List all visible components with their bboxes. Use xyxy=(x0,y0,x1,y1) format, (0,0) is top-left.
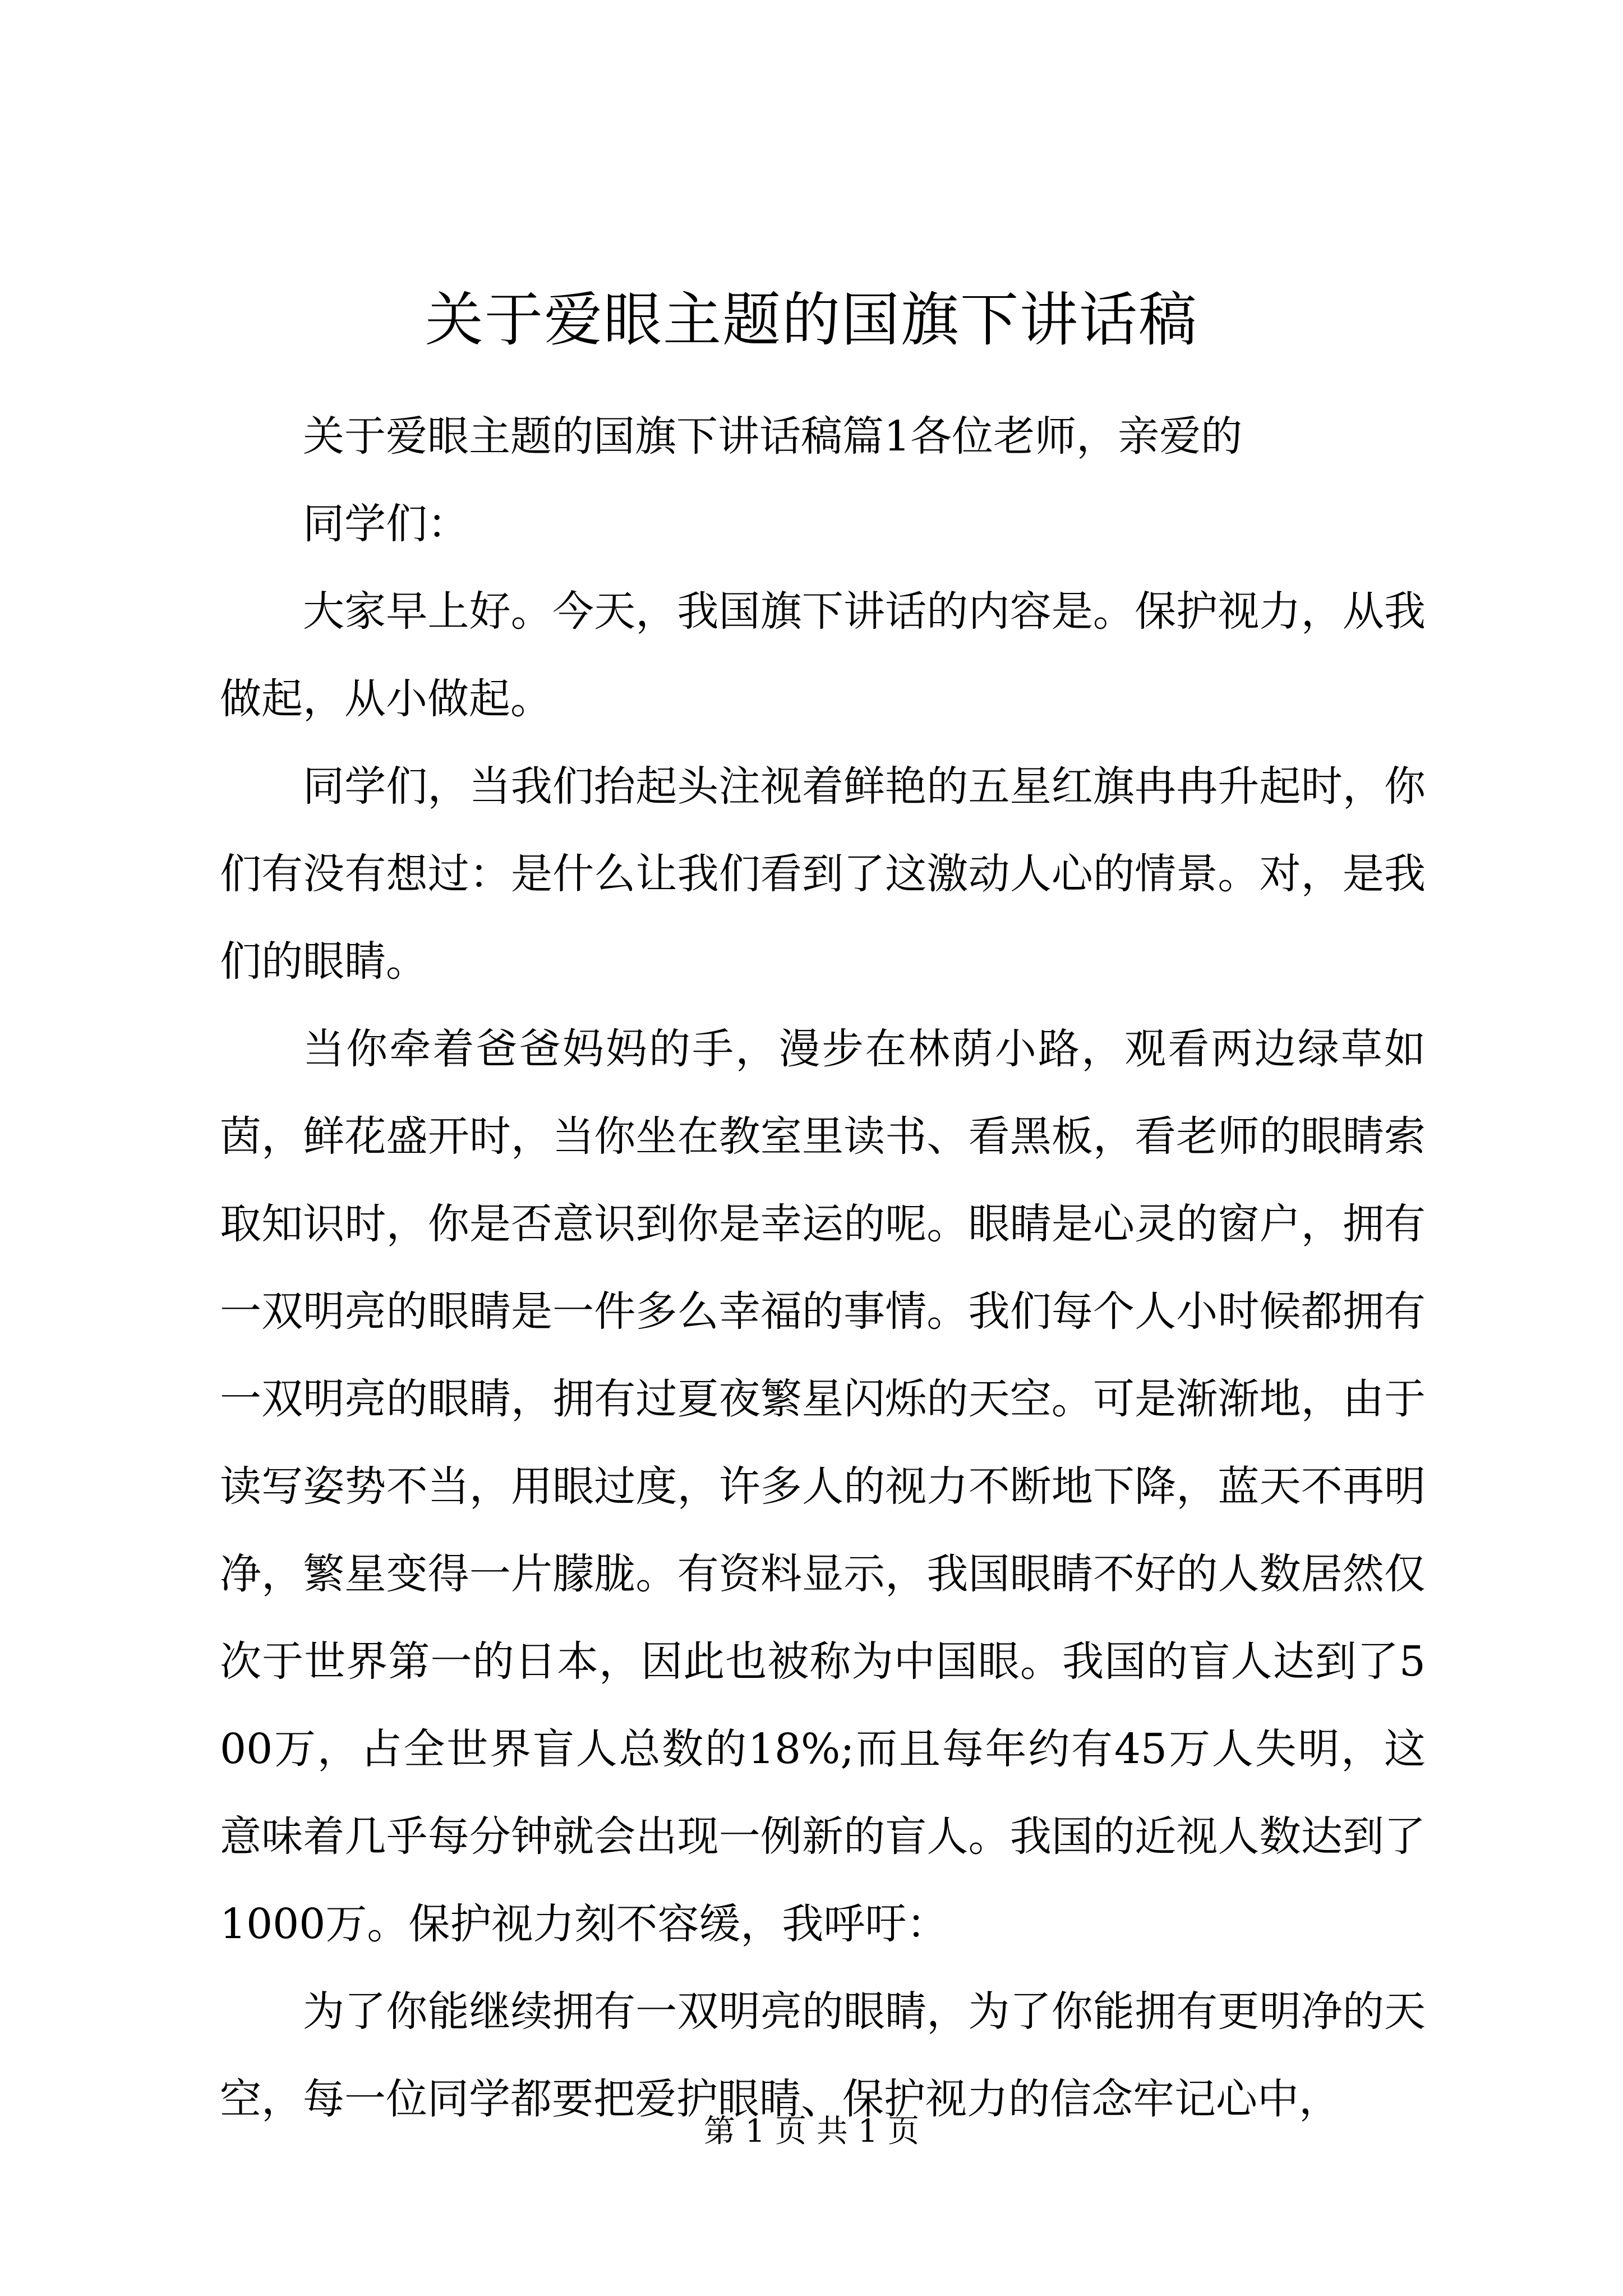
paragraph-1: 关于爱眼主题的国旗下讲话稿篇1各位老师，亲爱的 xyxy=(303,412,1243,461)
page-footer: 第 1 页 共 1 页 xyxy=(703,2113,920,2150)
paragraph-4: 同学们，当我们抬起头注视着鲜艳的五星红旗冉冉升起时，你们有没有想过：是什么让我们看到了这激动人心的情景。对，是我们的眼睛。 xyxy=(220,762,1426,986)
document-body xyxy=(220,393,1426,2143)
paragraph-2: 同学们： xyxy=(303,500,469,548)
paragraph-6: 为了你能继续拥有一双明亮的眼睛，为了你能拥有更明净的天空，每一位同学都要把爱护眼睛、保护视力的信念牢记心中， xyxy=(220,1987,1426,2123)
paragraph-3: 大家早上好。今天，我国旗下讲话的内容是。保护视力，从我做起，从小做起。 xyxy=(220,587,1426,723)
document-title: 关于爱眼主题的国旗下讲话稿 xyxy=(425,286,1198,354)
paragraph-5: 当你牵着爸爸妈妈的手，漫步在林荫小路，观看两边绿草如茵，鲜花盛开时，当你坐在教室里读书、看黑板，看老师的眼睛索取知识时，你是否意识到你是幸运的呢。眼睛是心灵的窗户，拥有一双明亮的眼睛是一件多么幸福的事情。我们每个人小时候都拥有一双明亮的眼睛，拥有过夏夜繁星闪烁的天空。可是渐渐地，由于读写姿势不当，用眼过度，许多人的视力不断地下降，蓝天不再明净，繁星变得一片朦胧。有资料显示，我国眼睛不好的人数居然仅次于世界第一的日本，因此也被称为中国眼。我国的盲人达到了500万，占全世界盲人总数的18%;而且每年约有45万人失明，这意味着几乎每分钟就会出现一例新的盲人。我国的近视人数达到了1000万。保护视力刻不容缓，我呼吁： xyxy=(220,1025,1426,1948)
